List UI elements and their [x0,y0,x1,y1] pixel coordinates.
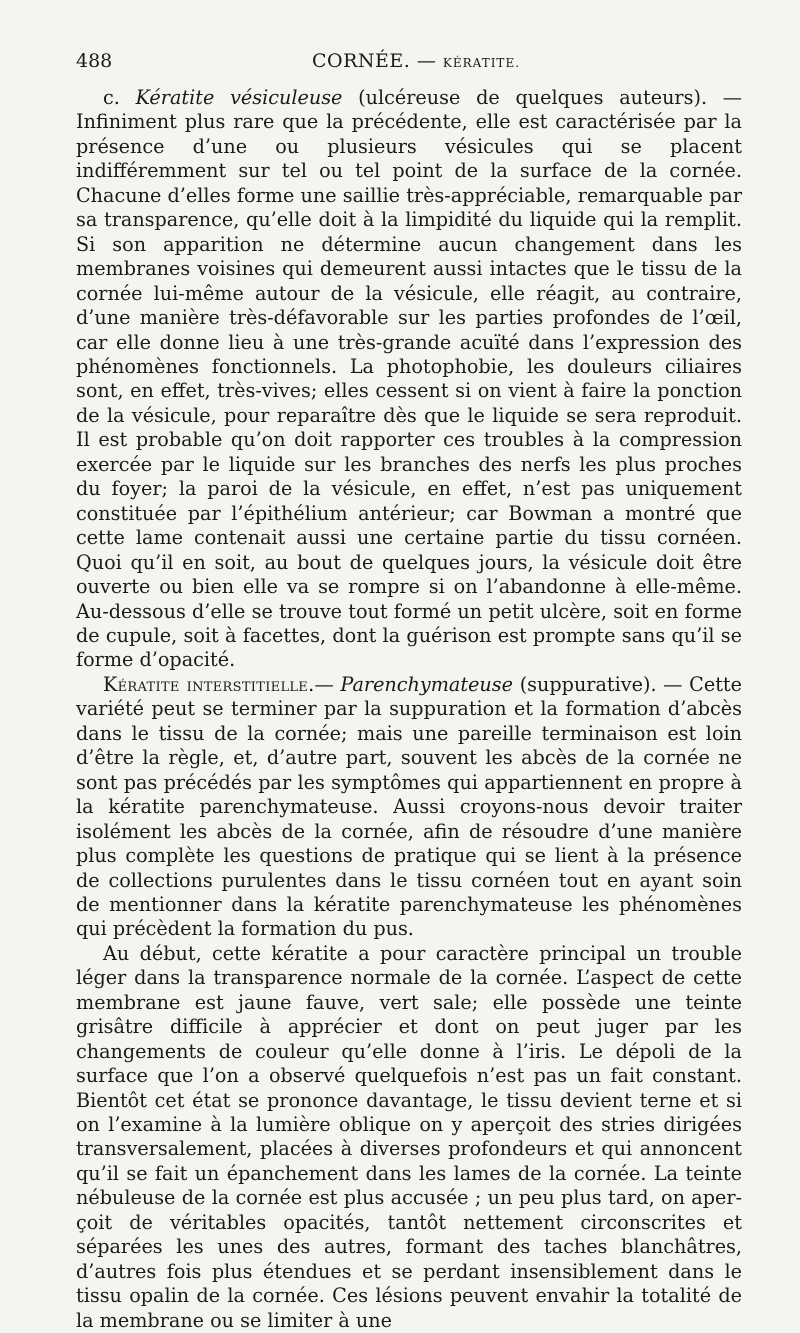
subsection-heading: Parenchymateuse [340,672,513,696]
running-title-sub: KÉRATITE. [442,56,521,70]
heading-dash: — [314,672,341,696]
section-marker: c. [103,86,136,109]
running-title [312,44,520,80]
page-number: 488 [76,50,113,72]
paragraph-text: (ulcéreuse de quelques auteurs). — Infiniment plus rare que la précédente, elle est caractérisée par la présence d’une ou plusieurs vésicules qui se placent indifféremment sur tel ou tel point de la surface de la cornée. Chacune d’elles forme une saillie très-appréciable, remarquable par sa transparence, qu’elle doit à la limpidité du liquide qui la remplit. Si son apparition ne détermine aucun changement dans les membranes voisines qui demeurent aussi intactes que le tissu de la cornée lui-même autour de la vésicule, elle réagit, au contraire, d’une manière très-défavorable sur les parties profondes de l’œil, car elle donne lieu à une très-grande acuïté dans l’expression des phénomènes fonctionnels. La photophobie, les douleurs ciliaires sont, en effet, très-vives; elles cessent si on vient à faire la ponction de la vésicule, pour reparaître dès que le liquide se sera reproduit. Il est probable qu’on doit rapporter ces troubles à la compression exercée par le liquide sur les branches des nerfs les plus proches du foyer; la paroi de la vésicule, en effet, n’est pas uniquement constituée par l’épithélium antérieur; car Bowman a montré que cette lame contenait aussi une certaine partie du tissu cornéen. Quoi qu’il en soit, au bout de quelques jours, la vésicule doit être ouverte ou bien elle va se rompre si on l’abandonne à elle-même. Au-dessous d’elle se trouve tout formé un petit ulcère, soit en forme de cupule, soit à facettes, dont la guérison est prompte sans qu’il se forme d’opacité. [76,86,742,672]
section-heading: Kératite vésiculeuse [135,86,343,109]
section-heading: Kératite interstitielle. [103,672,315,696]
paragraph-keratite-vesiculeuse [76,86,742,673]
paragraph-text: (suppurative). — Cette variété peut se terminer par la suppuration et la formation d’abcès dans le tissu de la cornée; mais une pareille terminaison est loin d’être la règle, et, d’autre part, souvent les abcès de la cornée ne sont pas précédés par les symptômes qui appartiennent en propre à la kératite parenchymateuse. Aussi croyons-nous devoir traiter isolément les abcès de la cornée, afin de résoudre d’une manière plus complète les questions de pratique qui se lient à la présence de collections purulentes dans le tissu cornéen tout en ayant soin de mentionner dans la kératite parenchymateuse les phénomènes qui précèdent la formation du pus. [76,672,742,941]
body-text [76,86,742,1333]
running-header [76,44,742,78]
paragraph-au-debut [76,942,742,1333]
paragraph-keratite-interstitielle [76,673,742,942]
running-title-main: CORNÉE. — [312,50,437,72]
paragraph-text: Au début, cette kératite a pour caractère principal un trouble léger dans la transparence normale de la cornée. L’aspect de cette membrane est jaune fauve, vert sale; elle possède une teinte grisâtre difficile à apprécier et dont on peut juger par les changements de couleur qu’elle donne à l’iris. Le dépoli de la surface que l’on a observé quelquefois n’est pas un fait constant. Bientôt cet état se prononce davantage, le tissu devient terne et si on l’examine à la lumière oblique on y aperçoit des stries dirigées transversalement, placées à diverses profondeurs et qui annoncent qu’il se fait un épanchement dans les lames de la cornée. La teinte nébuleuse de la cornée est plus accusée ; un peu plus tard, on aperçoit de véritables opacités, tantôt nettement circonscrites et séparées les unes des autres, formant des taches blanchâtres, d’autres fois plus étendues et se perdant insensiblement dans le tissu opalin de la cornée. Ces lésions peuvent envahir la totalité de la membrane ou se limiter à une [76,941,742,1332]
